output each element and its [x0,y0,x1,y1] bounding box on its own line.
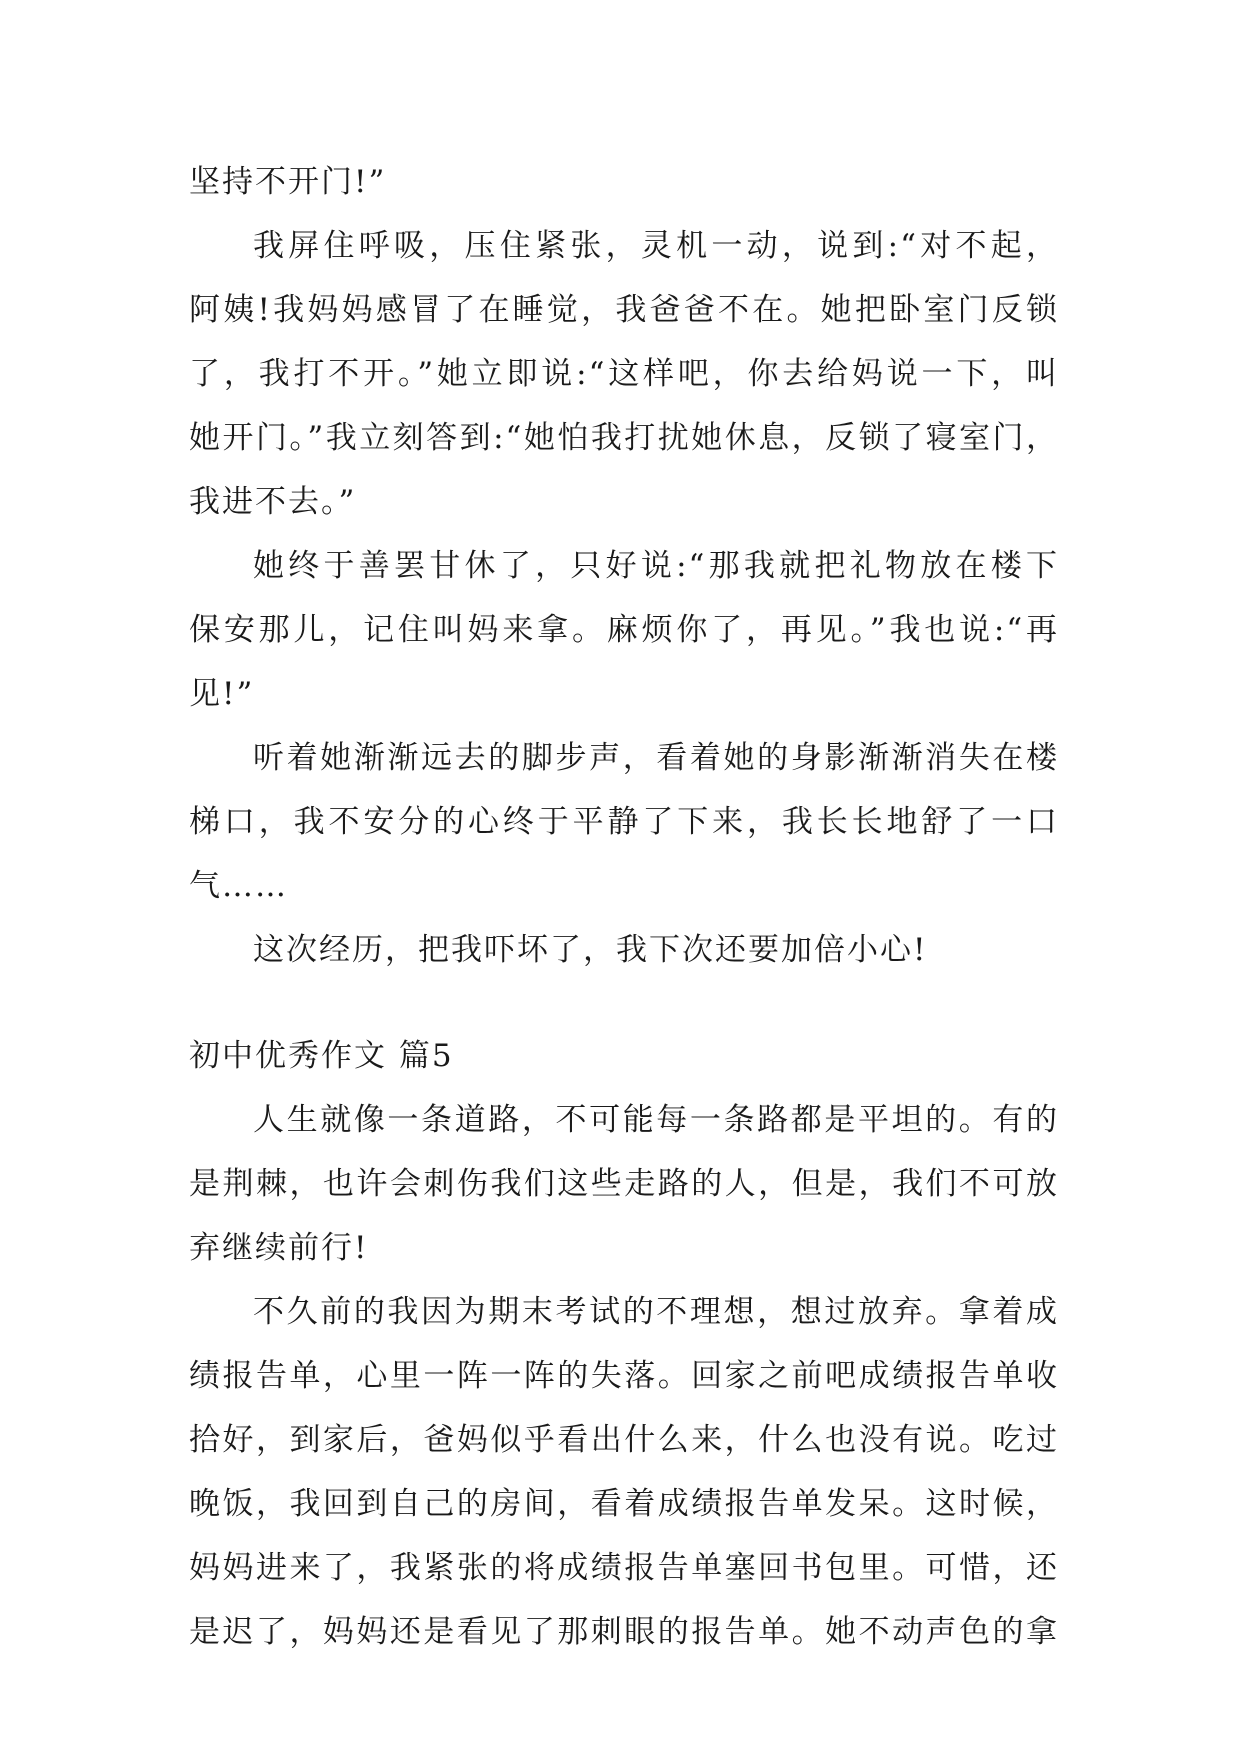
text-line: 梯口，我不安分的心终于平静了下来，我长长地舒了一口 [189,804,1059,840]
document-body [189,150,1059,1664]
text-line: 妈妈进来了，我紧张的将成绩报告单塞回书包里。可惜，还 [189,1550,1059,1586]
paragraph-first-line: 听着她渐渐远去的脚步声，看着她的身影渐渐消失在楼 [253,740,1059,776]
essay-heading: 初中优秀作文 篇5 [189,1038,454,1074]
text-line: 是迟了，妈妈还是看见了那刺眼的报告单。她不动声色的拿 [189,1614,1059,1650]
text-line: 她开门。”我立刻答到:“她怕我打扰她休息，反锁了寝室门， [189,420,1059,456]
text-line: 是荆棘，也许会刺伤我们这些走路的人，但是，我们不可放 [189,1166,1059,1202]
paragraph-first-line: 这次经历，把我吓坏了，我下次还要加倍小心! [253,932,928,968]
text-line: 保安那儿，记住叫妈来拿。麻烦你了，再见。”我也说:“再 [189,612,1059,648]
paragraph-first-line: 她终于善罢甘休了，只好说:“那我就把礼物放在楼下 [253,548,1059,584]
text-line: 气…… [189,868,288,904]
text-line: 坚持不开门!” [189,164,387,200]
text-line: 拾好，到家后，爸妈似乎看出什么来，什么也没有说。吃过 [189,1422,1059,1458]
text-line: 我进不去。” [189,484,357,520]
text-line: 晚饭，我回到自己的房间，看着成绩报告单发呆。这时候， [189,1486,1059,1522]
paragraph-first-line: 我屏住呼吸，压住紧张，灵机一动，说到:“对不起， [253,228,1059,264]
text-line: 阿姨!我妈妈感冒了在睡觉，我爸爸不在。她把卧室门反锁 [189,292,1059,328]
text-line: 了，我打不开。”她立即说:“这样吧，你去给妈说一下，叫 [189,356,1059,392]
text-line: 弃继续前行! [189,1230,369,1266]
paragraph-first-line: 不久前的我因为期末考试的不理想，想过放弃。拿着成 [253,1294,1059,1330]
text-line: 绩报告单，心里一阵一阵的失落。回家之前吧成绩报告单收 [189,1358,1059,1394]
text-line: 见!” [189,676,255,712]
paragraph-first-line: 人生就像一条道路，不可能每一条路都是平坦的。有的 [253,1102,1059,1138]
